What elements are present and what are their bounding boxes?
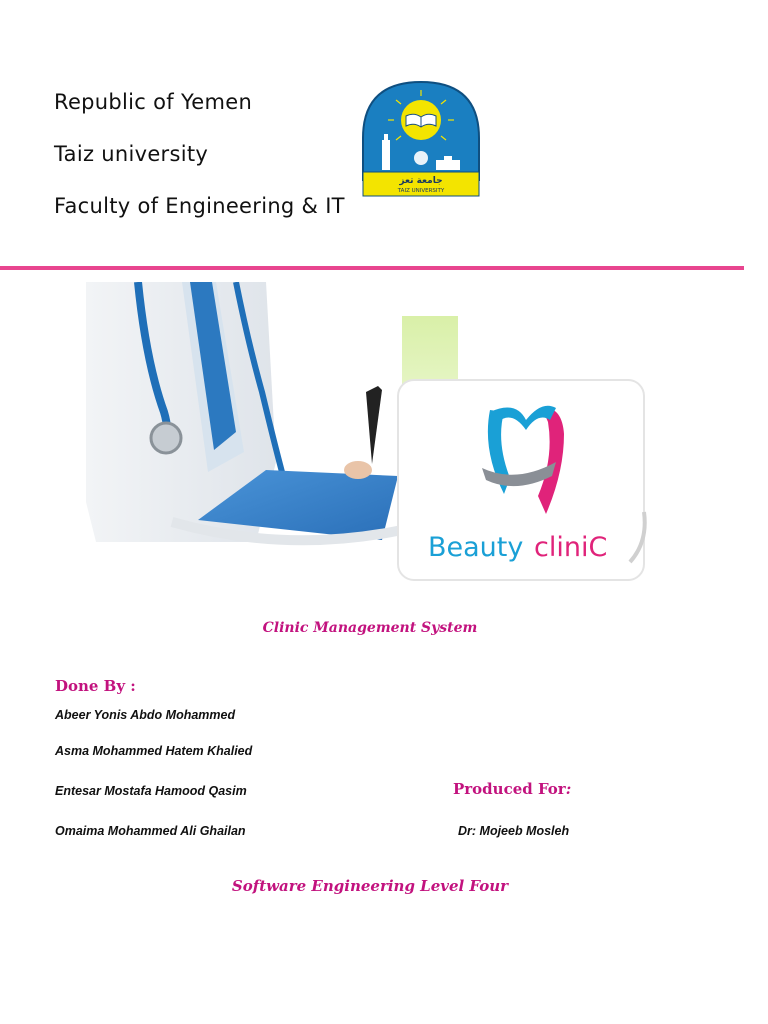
team-member: Asma Mohammed Hatem Khalied bbox=[55, 744, 253, 758]
seal-english-text: TAIZ UNIVERSITY bbox=[397, 188, 445, 194]
team-member: Omaima Mohammed Ali Ghailan bbox=[55, 824, 246, 838]
faculty-line: Faculty of Engineering & IT bbox=[54, 194, 345, 218]
university-line: Taiz university bbox=[54, 142, 209, 166]
produced-for-label: Produced For bbox=[453, 780, 566, 798]
logo-text-clinic: cliniC bbox=[534, 532, 608, 563]
produced-for-heading bbox=[453, 780, 571, 798]
produced-for-colon: : bbox=[565, 780, 572, 798]
header-divider bbox=[0, 266, 744, 270]
team-member: Entesar Mostafa Hamood Qasim bbox=[55, 784, 247, 798]
university-seal-logo bbox=[360, 80, 482, 198]
country-line: Republic of Yemen bbox=[54, 90, 253, 114]
seal-arabic-text: جامعة تعز bbox=[399, 176, 443, 186]
supervisor-name: Dr: Mojeeb Mosleh bbox=[458, 824, 570, 838]
team-member: Abeer Yonis Abdo Mohammed bbox=[55, 708, 236, 722]
done-by-heading: Done By : bbox=[55, 677, 136, 695]
hero-clinic-image bbox=[86, 282, 660, 598]
course-title: Software Engineering Level Four bbox=[231, 877, 509, 895]
logo-text-beauty: Beauty bbox=[428, 532, 524, 563]
project-title: Clinic Management System bbox=[262, 620, 478, 636]
